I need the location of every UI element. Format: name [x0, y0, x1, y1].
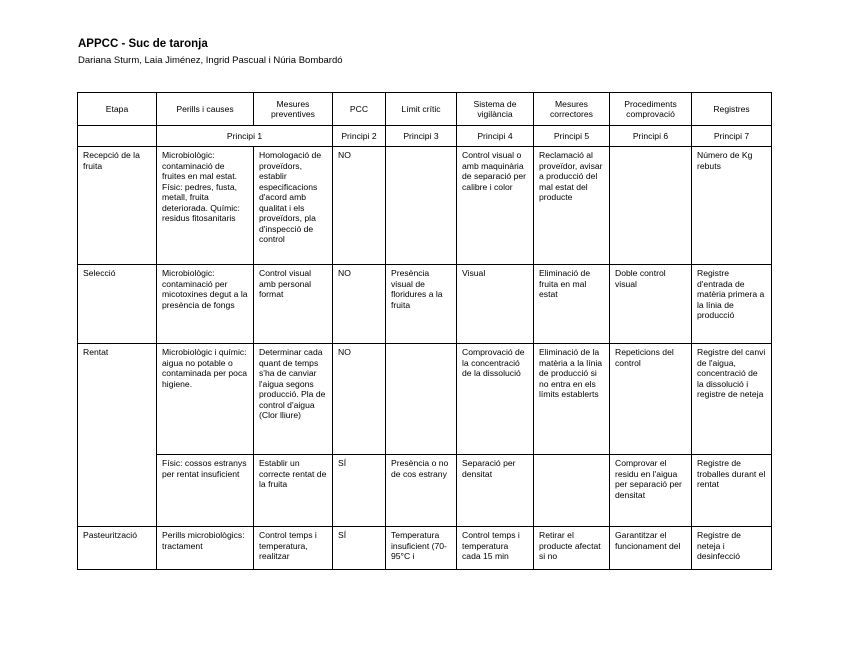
cell-limit: [386, 147, 457, 265]
cell-correctores: [534, 455, 610, 527]
cell-vigilancia: Visual: [457, 265, 534, 344]
principle-2: Principi 2: [333, 126, 386, 147]
header-mesures-correctores: Mesures correctores: [534, 93, 610, 126]
cell-etapa: Pasteurització: [78, 527, 157, 570]
cell-mesures: Control temps i temperatura, realitzar: [254, 527, 333, 570]
cell-correctores: Eliminació de la matèria a la línia de producció si no entra en els límits establerts: [534, 344, 610, 455]
header-procediments: Procediments comprovació: [610, 93, 692, 126]
cell-registres: Registre del canvi de l'aigua, concentració de la dissolució i registre de neteja: [692, 344, 772, 455]
cell-comprovacio: Comprovar el residu en l'aigua per separació per densitat: [610, 455, 692, 527]
cell-vigilancia: Control visual o amb maquinària de separació per calibre i color: [457, 147, 534, 265]
cell-etapa: Recepció de la fruita: [78, 147, 157, 265]
header-perills: Perills i causes: [157, 93, 254, 126]
cell-comprovacio: Doble control visual: [610, 265, 692, 344]
cell-comprovacio: [610, 147, 692, 265]
cell-pcc: NO: [333, 344, 386, 455]
cell-comprovacio: Repeticions del control: [610, 344, 692, 455]
cell-correctores: Reclamació al proveïdor, avisar a producció del mal estat del producte: [534, 147, 610, 265]
cell-registres: Número de Kg rebuts: [692, 147, 772, 265]
appcc-table: [77, 92, 772, 570]
cell-perills: Microbiològic: contaminació de fruites en mal estat. Físic: pedres, fusta, metall, fruita deteriorada. Químic: residus fitosanitaris: [157, 147, 254, 265]
cell-vigilancia: Comprovació de la concentració de la dissolució: [457, 344, 534, 455]
cell-comprovacio: Garantitzar el funcionament del: [610, 527, 692, 570]
cell-limit: Presència visual de floridures a la fruita: [386, 265, 457, 344]
cell-limit: [386, 344, 457, 455]
table-row-pasteuritzacio: [78, 527, 772, 570]
cell-pcc: SÍ: [333, 455, 386, 527]
cell-mesures: Control visual amb personal format: [254, 265, 333, 344]
table-row-rentat-fisic: [78, 455, 772, 527]
cell-mesures: Homologació de proveïdors, establir especificacions d'acord amb qualitat i els proveïdors, pla d'inspecció de control: [254, 147, 333, 265]
cell-perills: Microbiològic: contaminació per micotoxines degut a la presència de fongs: [157, 265, 254, 344]
header-row: [78, 93, 772, 126]
header-mesures-preventives: Mesures preventives: [254, 93, 333, 126]
cell-perills: Físic: cossos estranys per rentat insuficient: [157, 455, 254, 527]
principle-3: Principi 3: [386, 126, 457, 147]
cell-registres: Registre de neteja i desinfecció: [692, 527, 772, 570]
cell-pcc: NO: [333, 265, 386, 344]
document-title: APPCC - Suc de taronja: [78, 38, 208, 50]
cell-etapa: Selecció: [78, 265, 157, 344]
header-etapa: Etapa: [78, 93, 157, 126]
cell-vigilancia: Separació per densitat: [457, 455, 534, 527]
principle-4: Principi 4: [457, 126, 534, 147]
cell-mesures: Determinar cada quant de temps s'ha de canviar l'aigua segons producció. Pla de control d'aigua (Clor lliure): [254, 344, 333, 455]
table-row-recepcio: [78, 147, 772, 265]
principle-empty: [78, 126, 157, 147]
header-registres: Registres: [692, 93, 772, 126]
cell-limit: Presència o no de cos estrany: [386, 455, 457, 527]
cell-mesures: Establir un correcte rentat de la fruita: [254, 455, 333, 527]
cell-registres: Registre d'entrada de matèria primera a la línia de producció: [692, 265, 772, 344]
cell-pcc: SÍ: [333, 527, 386, 570]
principles-row: [78, 126, 772, 147]
cell-correctores: Retirar el producte afectat si no: [534, 527, 610, 570]
cell-etapa: Rentat: [78, 344, 157, 527]
header-sistema-vigilancia: Sistema de vigilància: [457, 93, 534, 126]
document-authors: Dariana Sturm, Laia Jiménez, Ingrid Pascual i Núria Bombardó: [78, 55, 343, 66]
principle-6: Principi 6: [610, 126, 692, 147]
cell-correctores: Eliminació de fruita en mal estat: [534, 265, 610, 344]
cell-perills: Perills microbiològics: tractament: [157, 527, 254, 570]
cell-limit: Temperatura insuficient (70-95°C i: [386, 527, 457, 570]
table-row-rentat: [78, 344, 772, 455]
cell-pcc: NO: [333, 147, 386, 265]
cell-registres: Registre de troballes durant el rentat: [692, 455, 772, 527]
cell-perills: Microbiològic i químic: aigua no potable o contaminada per poca higiene.: [157, 344, 254, 455]
principle-5: Principi 5: [534, 126, 610, 147]
cell-vigilancia: Control temps i temperatura cada 15 min: [457, 527, 534, 570]
header-limit-critic: Límit crític: [386, 93, 457, 126]
principle-1: Principi 1: [157, 126, 333, 147]
header-pcc: PCC: [333, 93, 386, 126]
table-row-seleccio: [78, 265, 772, 344]
principle-7: Principi 7: [692, 126, 772, 147]
